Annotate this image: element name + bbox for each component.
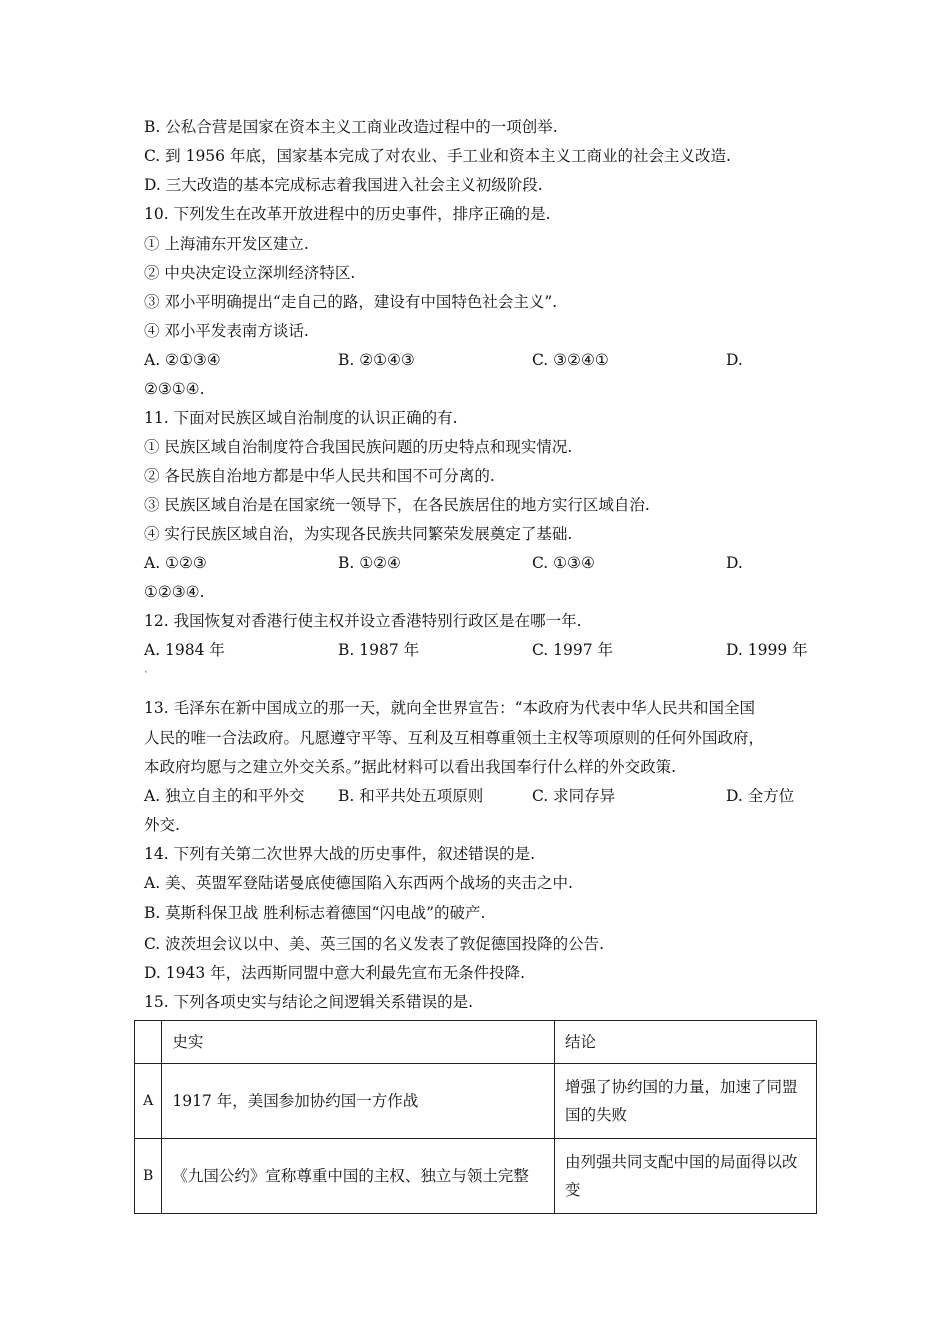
q11-option-d-wrap: ①②③④.	[144, 583, 205, 601]
header-label-cell	[135, 1021, 162, 1064]
q13-line-3: 本政府均愿与之建立外交关系。”据此材料可以看出我国奉行什么样的外交政策.	[144, 758, 677, 776]
q10-item-1: ① 上海浦东开发区建立.	[144, 235, 309, 253]
q10-item-4: ④ 邓小平发表南方谈话.	[144, 322, 309, 340]
q14-option-d: D. 1943 年，法西斯同盟中意大利最先宣布无条件投降.	[144, 964, 526, 982]
q13-option-d-wrap: 外交.	[144, 816, 180, 834]
row-conclusion: 由列强共同支配中国的局面得以改变	[554, 1139, 816, 1214]
table-row	[135, 1064, 817, 1139]
q15-table	[134, 1020, 817, 1214]
q11-stem: 11. 下面对民族区域自治制度的认识正确的有.	[144, 409, 458, 427]
row-conclusion: 增强了协约国的力量，加速了同盟国的失败	[554, 1064, 816, 1139]
q13-line-2: 人民的唯一合法政府。凡愿遵守平等、互利及互相尊重领土主权等项原则的任何外国政府，	[144, 729, 765, 747]
q14-option-a: A. 美、英盟军登陆诺曼底使德国陷入东西两个战场的夹击之中.	[144, 874, 573, 892]
header-fact-cell: 史实	[162, 1021, 555, 1064]
q12-option-c: C. 1997 年	[532, 641, 614, 659]
q11-option-a: A. ①②③	[144, 554, 207, 572]
q9-option-b: B. 公私合营是国家在资本主义工商业改造过程中的一项创举.	[144, 118, 558, 136]
row-label: A	[135, 1064, 162, 1139]
q11-option-b: B. ①②④	[338, 554, 401, 572]
q11-option-c: C. ①③④	[532, 554, 595, 572]
q10-option-c: C. ③②④①	[532, 351, 609, 369]
q14-option-b: B. 莫斯科保卫战 胜利标志着德国“闪电战”的破产.	[144, 904, 486, 922]
q9-option-c: C. 到 1956 年底，国家基本完成了对农业、手工业和资本主义工商业的社会主义改造.	[144, 147, 731, 165]
q11-item-2: ② 各民族自治地方都是中华人民共和国不可分离的.	[144, 467, 495, 485]
q14-stem: 14. 下列有关第二次世界大战的历史事件，叙述错误的是.	[144, 845, 536, 863]
header-conclusion-cell: 结论	[554, 1021, 816, 1064]
q13-option-d: D. 全方位	[726, 787, 795, 805]
q12-option-a: A. 1984 年	[144, 641, 225, 659]
q11-item-1: ① 民族区域自治制度符合我国民族问题的历史特点和现实情况.	[144, 438, 573, 456]
q10-option-a: A. ②①③④	[144, 351, 221, 369]
q12-stray-mark: 、	[144, 665, 154, 675]
q13-option-c: C. 求同存异	[532, 787, 616, 805]
q13-line-1: 13. 毛泽东在新中国成立的那一天，就向全世界宣告：“本政府为代表中华人民共和国全国	[144, 699, 756, 717]
q9-option-d: D. 三大改造的基本完成标志着我国进入社会主义初级阶段.	[144, 176, 543, 194]
q10-option-d: D.	[726, 351, 743, 369]
q10-option-b: B. ②①④③	[338, 351, 415, 369]
table-row	[135, 1139, 817, 1214]
q13-option-a: A. 独立自主的和平外交	[144, 787, 305, 805]
table-header-row	[135, 1021, 817, 1064]
q12-option-d: D. 1999 年	[726, 641, 808, 659]
row-fact: 《九国公约》宣称尊重中国的主权、独立与领土完整	[162, 1139, 555, 1214]
q14-option-c: C. 波茨坦会议以中、美、英三国的名义发表了敦促德国投降的公告.	[144, 935, 605, 953]
q11-item-4: ④ 实行民族区域自治，为实现各民族共同繁荣发展奠定了基础.	[144, 525, 573, 543]
q10-option-d-wrap: ②③①④.	[144, 380, 205, 398]
row-fact: 1917 年，美国参加协约国一方作战	[162, 1064, 555, 1139]
q12-stem: 12. 我国恢复对香港行使主权并设立香港特别行政区是在哪一年.	[144, 612, 582, 630]
row-label: B	[135, 1139, 162, 1214]
q15-stem: 15. 下列各项史实与结论之间逻辑关系错误的是.	[144, 993, 474, 1011]
q10-stem: 10. 下列发生在改革开放进程中的历史事件，排序正确的是.	[144, 205, 551, 223]
q13-option-b: B. 和平共处五项原则	[338, 787, 484, 805]
q11-item-3: ③ 民族区域自治是在国家统一领导下，在各民族居住的地方实行区域自治.	[144, 496, 650, 514]
q12-option-b: B. 1987 年	[338, 641, 420, 659]
q10-item-3: ③ 邓小平明确提出“走自己的路，建设有中国特色社会主义”.	[144, 293, 558, 311]
q11-option-d: D.	[726, 554, 743, 572]
q10-item-2: ② 中央决定设立深圳经济特区.	[144, 264, 356, 282]
